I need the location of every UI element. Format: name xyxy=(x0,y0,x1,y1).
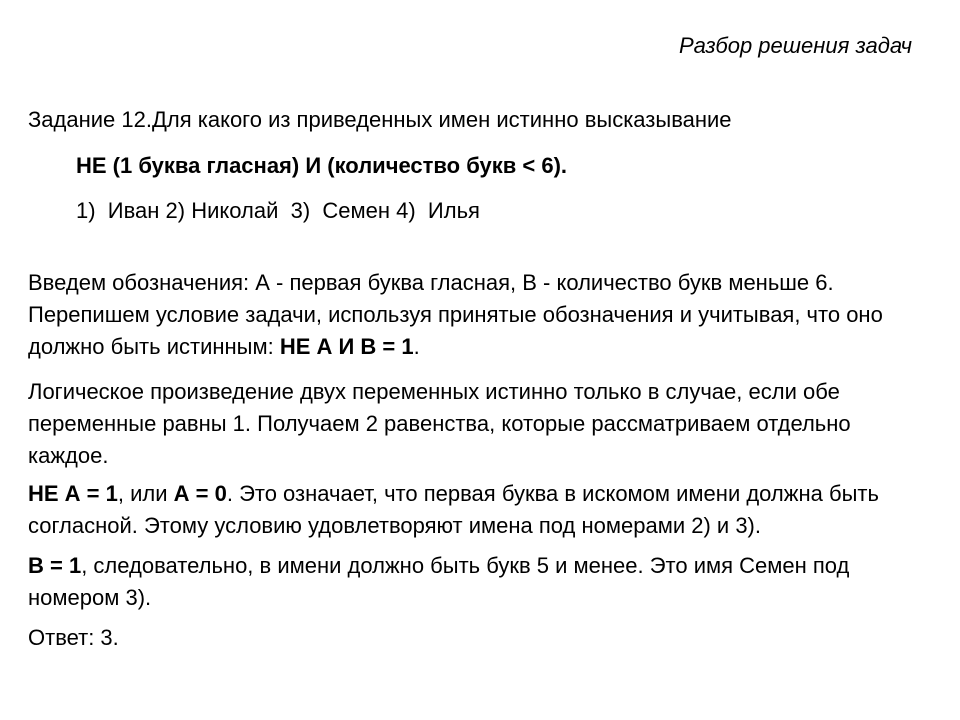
solution-paragraph-4-formula: В = 1 xyxy=(28,553,82,578)
task-options: 1) Иван 2) Николай 3) Семен 4) Илья xyxy=(76,198,480,223)
solution-paragraph-3-text: . Это означает, что первая буква в искомом имени должна быть согласной. Этому условию удовлетворяют имена под номерами 2) и 3). xyxy=(28,481,879,538)
solution-paragraph-3-formula-1: НЕ А = 1 xyxy=(28,481,118,506)
solution-paragraph-2: Логическое произведение двух переменных истинно только в случае, если обе переменные равны 1. Получаем 2 равенства, которые рассматриваем отдельно каждое. xyxy=(28,379,851,468)
solution-paragraph-1 xyxy=(28,267,912,363)
solution-paragraph-1-period: . xyxy=(413,334,420,359)
solution-paragraph-1-formula: НЕ А И В = 1 xyxy=(279,334,414,359)
solution-paragraph-1-text: Введем обозначения: А - первая буква гласная, В - количество букв меньше 6. Перепишем условие задачи, используя принятые обозначения и учитывая, что оно должно быть истинным: xyxy=(28,270,883,359)
solution-paragraph-3-connector: , или xyxy=(117,481,174,506)
solution-paragraph-4 xyxy=(28,550,912,614)
page-title: Разбор решения задач xyxy=(678,33,912,58)
solution-paragraph-4-text: , следовательно, в имени должно быть букв 5 и менее. Это имя Семен под номером 3). xyxy=(28,553,850,610)
answer-text: Ответ: 3. xyxy=(28,625,119,650)
task-statement: НЕ (1 буква гласная) И (количество букв < 6). xyxy=(76,153,568,178)
solution-paragraph-3 xyxy=(28,478,912,542)
solution-paragraph-3-formula-2: А = 0 xyxy=(173,481,227,506)
task-title: Задание 12.Для какого из приведенных имен истинно высказывание xyxy=(28,107,732,132)
